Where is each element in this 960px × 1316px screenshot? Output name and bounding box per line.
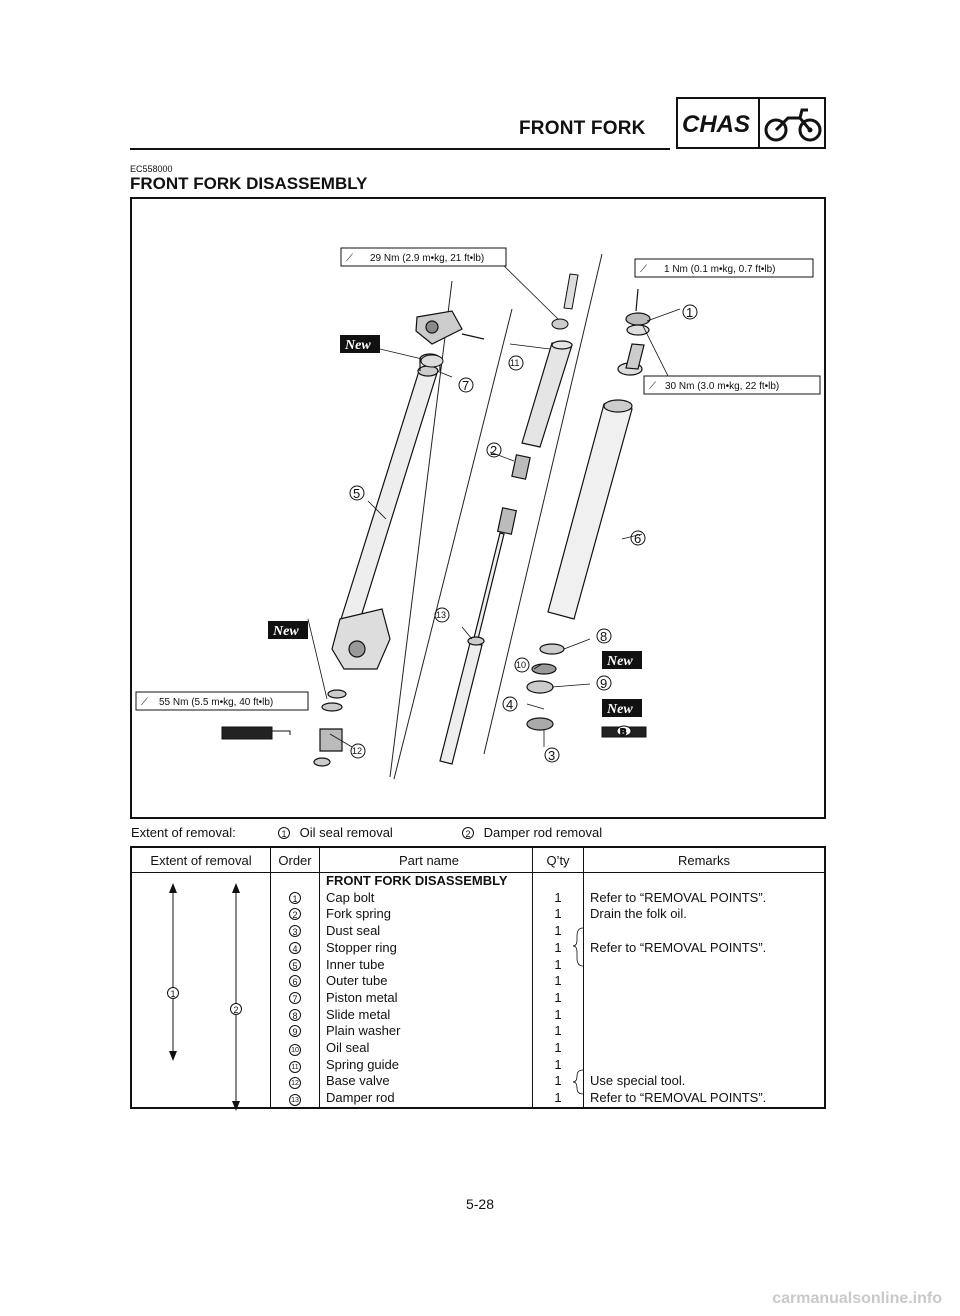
svg-text:1: 1 (686, 305, 694, 320)
order-cell (271, 1090, 320, 1108)
order-cell (271, 957, 320, 974)
page-number: 5-28 (465, 1196, 495, 1212)
extent-item-2-number: 2 (462, 827, 474, 839)
remarks-cell: Refer to “REMOVAL POINTS”. (590, 1090, 767, 1106)
part-name-cell: Outer tube (320, 973, 533, 990)
callout-5 (350, 486, 364, 501)
extent-markers-cell (131, 873, 271, 1108)
order-cell (271, 940, 320, 957)
svg-text:New: New (607, 654, 633, 669)
group-title: FRONT FORK DISASSEMBLY (320, 873, 533, 890)
parts-table (130, 846, 826, 1109)
qty-cell: 1 (533, 923, 584, 940)
order-cell (271, 1057, 320, 1074)
order-number: 1 (289, 892, 301, 904)
svg-text:13: 13 (436, 610, 447, 620)
remarks-cell: Use special tool. (590, 1073, 686, 1089)
callout-13 (435, 608, 449, 622)
torque-box-3 (644, 376, 820, 394)
qty-cell: 1 (533, 990, 584, 1007)
remarks-cell (584, 1023, 826, 1040)
order-number: 6 (289, 975, 301, 987)
qty-cell: 1 (533, 973, 584, 990)
svg-text:6: 6 (634, 531, 642, 546)
svg-text:30 Nm (3.0 m•kg, 22 ft•lb): 30 Nm (3.0 m•kg, 22 ft•lb) (665, 381, 780, 392)
callout-6 (631, 531, 645, 546)
watermark: carmanualsonline.info (772, 1290, 942, 1307)
outer-tube (548, 289, 650, 619)
svg-text:11: 11 (510, 358, 520, 368)
base-valve (314, 690, 346, 766)
order-cell (271, 1040, 320, 1057)
remarks-braces (573, 922, 587, 1112)
order-cell (271, 890, 320, 907)
extent-marker-2: 2 (230, 1003, 242, 1015)
svg-text:New: New (607, 702, 633, 717)
qty-cell: 1 (533, 906, 584, 923)
qty-cell: 1 (533, 1040, 584, 1057)
callout-10 (515, 658, 529, 672)
order-number: 8 (289, 1009, 301, 1021)
remarks-cell (584, 923, 826, 940)
qty-cell: 1 (533, 890, 584, 907)
part-name-cell: Spring guide (320, 1057, 533, 1074)
badge-divider (758, 99, 760, 147)
axle-holder (332, 609, 390, 669)
new-badge-4 (602, 699, 642, 717)
order-number: 7 (289, 992, 301, 1004)
inner-tube (336, 354, 440, 639)
svg-text:⟋: ⟋ (346, 253, 353, 264)
callouts (350, 305, 697, 763)
extent-marker-1: 1 (167, 987, 179, 999)
doc-code: EC558000 (130, 164, 173, 174)
damper-rod (440, 533, 504, 764)
part-name-cell: Inner tube (320, 957, 533, 974)
callout-7 (459, 378, 473, 393)
order-number: 11 (289, 1061, 301, 1073)
svg-text:New: New (273, 624, 299, 639)
qty-cell: 1 (533, 957, 584, 974)
order-number: 10 (289, 1044, 301, 1056)
qty-cell: 1 (533, 1057, 584, 1074)
remarks-cell: Drain the folk oil. (590, 906, 687, 922)
section-badge (676, 97, 826, 149)
order-number: 3 (289, 925, 301, 937)
order-cell (271, 973, 320, 990)
svg-text:New: New (345, 338, 371, 353)
fork-exploded-view (132, 199, 824, 817)
part-name-cell: Fork spring (320, 906, 533, 923)
order-number: 13 (289, 1094, 301, 1106)
remarks-cell (584, 957, 826, 974)
callout-9 (597, 676, 611, 691)
extent-item-1-number: 1 (278, 827, 290, 839)
svg-text:7: 7 (462, 378, 470, 393)
order-number: 9 (289, 1025, 301, 1037)
qty-cell: 1 (533, 1073, 584, 1090)
extent-item-2-text: Damper rod removal (483, 825, 603, 840)
svg-text:9: 9 (600, 676, 608, 691)
order-cell (271, 906, 320, 923)
order-cell (271, 1073, 320, 1090)
qty-cell: 1 (533, 1090, 584, 1108)
part-name-cell: Stopper ring (320, 940, 533, 957)
header-title: FRONT FORK (519, 118, 646, 139)
header-remarks: Remarks (584, 847, 826, 873)
extent-item-2 (462, 825, 602, 840)
table-header-row (131, 847, 825, 873)
svg-text:2: 2 (490, 443, 498, 458)
svg-text:⟋: ⟋ (649, 381, 656, 392)
header-qty: Q’ty (533, 847, 584, 873)
remarks-cell: Refer to “REMOVAL POINTS”. (590, 939, 767, 955)
part-name-cell: Base valve (320, 1073, 533, 1090)
tool-letter: B (620, 727, 627, 737)
callout-3 (545, 748, 559, 763)
order-cell (271, 1023, 320, 1040)
extent-item-1-text: Oil seal removal (299, 825, 393, 840)
remarks-cell (584, 1057, 826, 1074)
svg-text:29 Nm (2.9 m•kg, 21 ft•lb): 29 Nm (2.9 m•kg, 21 ft•lb) (370, 253, 485, 264)
part-name-cell: Damper rod (320, 1090, 533, 1108)
remarks-cell (584, 973, 826, 990)
order-number: 5 (289, 959, 301, 971)
header-rule (130, 148, 670, 150)
order-cell (271, 923, 320, 940)
order-number: 4 (289, 942, 301, 954)
callout-8 (597, 629, 611, 644)
svg-text:1 Nm (0.1 m•kg, 0.7 ft•lb): 1 Nm (0.1 m•kg, 0.7 ft•lb) (664, 264, 776, 275)
seal-driver-icon (602, 726, 646, 737)
part-name-cell: Slide metal (320, 1007, 533, 1024)
part-name-cell: Plain washer (320, 1023, 533, 1040)
exploded-diagram (130, 197, 826, 819)
svg-text:3: 3 (548, 748, 556, 763)
seal-stack (527, 644, 564, 730)
svg-text:8: 8 (600, 629, 608, 644)
svg-text:⟋: ⟋ (640, 264, 647, 275)
order-cell (271, 990, 320, 1007)
callout-12 (351, 744, 365, 758)
qty-cell: 1 (533, 1023, 584, 1040)
extent-item-1 (278, 825, 393, 840)
part-name-cell: Oil seal (320, 1040, 533, 1057)
header-extent: Extent of removal (131, 847, 271, 873)
remarks-cell (584, 1007, 826, 1024)
part-name-cell: Dust seal (320, 923, 533, 940)
order-cell (271, 1007, 320, 1024)
new-badge-3 (602, 651, 642, 669)
remarks-cell (584, 1040, 826, 1057)
header-part-name: Part name (320, 847, 533, 873)
motorcycle-icon (762, 104, 824, 144)
callout-11 (509, 356, 523, 370)
torque-box-2 (635, 259, 813, 277)
callout-1 (683, 305, 697, 320)
extent-label: Extent of removal: (131, 825, 236, 840)
qty-cell: 1 (533, 940, 584, 957)
callout-4 (503, 697, 517, 712)
qty-cell: 1 (533, 1007, 584, 1024)
section-title: FRONT FORK DISASSEMBLY (130, 174, 368, 193)
top-bracket (416, 311, 484, 344)
part-name-cell: Piston metal (320, 990, 533, 1007)
svg-text:55 Nm (5.5 m•kg, 40 ft•lb): 55 Nm (5.5 m•kg, 40 ft•lb) (159, 697, 274, 708)
svg-text:5: 5 (353, 486, 361, 501)
new-badge-1 (340, 335, 380, 353)
svg-text:12: 12 (352, 746, 363, 756)
torque-box-4 (136, 692, 308, 710)
torque-box-1 (341, 248, 506, 266)
svg-text:4: 4 (506, 697, 514, 712)
special-tool-icon (222, 727, 290, 739)
header-order: Order (271, 847, 320, 873)
spring-guide (522, 341, 572, 447)
svg-text:⟋: ⟋ (141, 697, 148, 708)
part-name-cell: Cap bolt (320, 890, 533, 907)
new-badge-2 (268, 621, 308, 639)
order-number: 2 (289, 908, 301, 920)
remarks-cell: Refer to “REMOVAL POINTS”. (590, 889, 767, 905)
extent-arrows (132, 879, 270, 1115)
section-badge-label: CHAS (682, 111, 751, 138)
remarks-cell (584, 990, 826, 1007)
order-number: 12 (289, 1077, 301, 1089)
fork-spring (498, 455, 530, 534)
table-row-group-title (131, 873, 825, 890)
svg-text:10: 10 (516, 660, 527, 670)
